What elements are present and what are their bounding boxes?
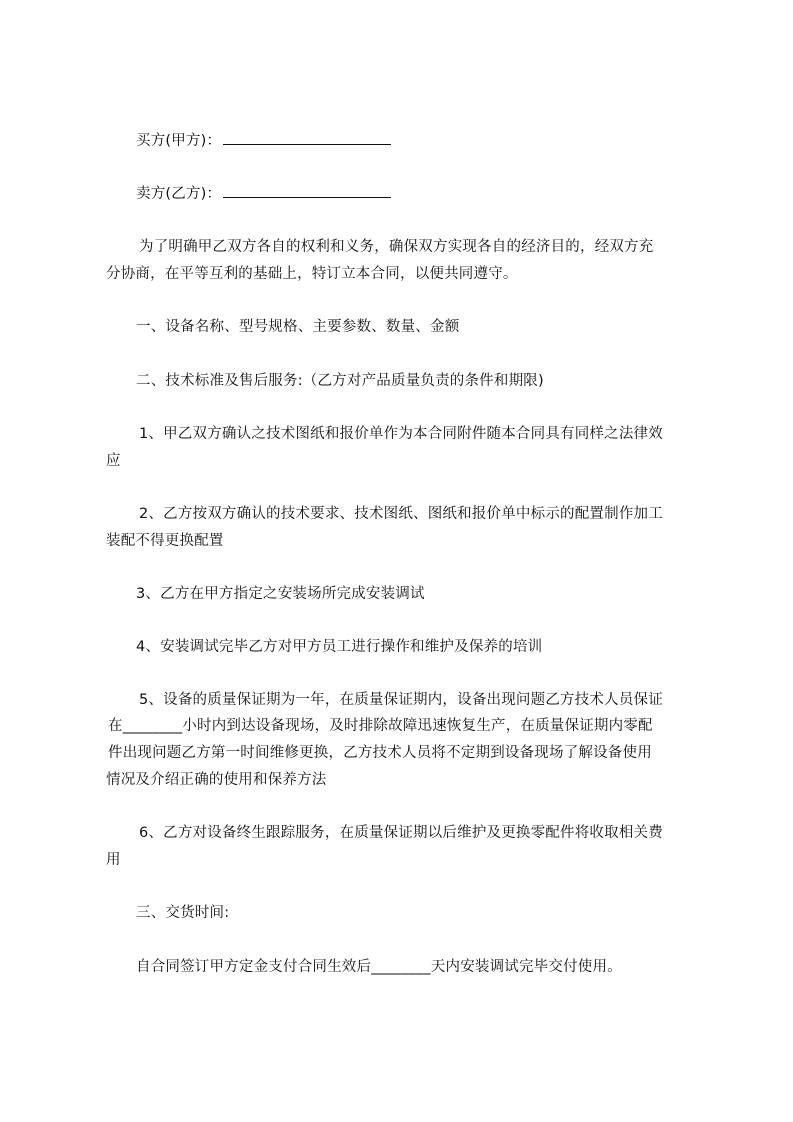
item-3: 3、乙方在甲方指定之安装场所完成安装调试 — [136, 586, 425, 602]
item-4: 4、安装调试完毕乙方对甲方员工进行操作和维护及保养的培训 — [136, 639, 543, 655]
section-3-heading: 三、交货时间: — [136, 905, 230, 921]
item-6-line-2: 用 — [106, 852, 121, 868]
item-1-line-2: 应 — [106, 453, 121, 469]
delivery-text: 自合同签订甲方定金支付合同生效后________天内安装调试完毕交付使用。 — [136, 959, 622, 975]
buyer-blank — [223, 131, 391, 145]
item-5-line-1: 5、设备的质量保证期为一年，在质量保证期内，设备出现问题乙方技术人员保证 — [139, 692, 663, 708]
item-6-line-1: 6、乙方对设备终生跟踪服务，在质量保证期以后维护及更换零配件将收取相关费 — [139, 825, 663, 841]
item-1-line-1: 1、甲乙双方确认之技术图纸和报价单作为本合同附件随本合同具有同样之法律效 — [139, 426, 663, 442]
seller-label: 卖方(乙方)： — [136, 186, 222, 202]
buyer-line — [136, 131, 391, 151]
preamble-line-2: 分协商，在平等互利的基础上，特订立本合同，以便共同遵守。 — [106, 266, 518, 282]
seller-blank — [223, 184, 391, 198]
section-1-heading: 一、设备名称、型号规格、主要参数、数量、金额 — [136, 319, 460, 335]
item-5-line-3: 件出现问题乙方第一时间维修更换，乙方技术人员将不定期到设备现场了解设备使用 — [108, 745, 652, 761]
item-2-line-2: 装配不得更换配置 — [106, 533, 224, 549]
item-5-line-2: 在________小时内到达设备现场，及时排除故障迅速恢复生产，在质量保证期内零配 — [108, 718, 653, 734]
item-2-line-1: 2、乙方按双方确认的技术要求、技术图纸、图纸和报价单中标示的配置制作加工 — [139, 506, 663, 522]
seller-line — [136, 184, 391, 204]
buyer-label: 买方(甲方)： — [136, 133, 222, 149]
preamble-line-1: 为了明确甲乙双方各自的权利和义务，确保双方实现各自的经济目的，经双方充 — [139, 239, 654, 255]
item-5-line-4: 情况及介绍正确的使用和保养方法 — [106, 772, 327, 788]
section-2-heading: 二、技术标准及售后服务:（乙方对产品质量负责的条件和期限) — [136, 373, 544, 389]
